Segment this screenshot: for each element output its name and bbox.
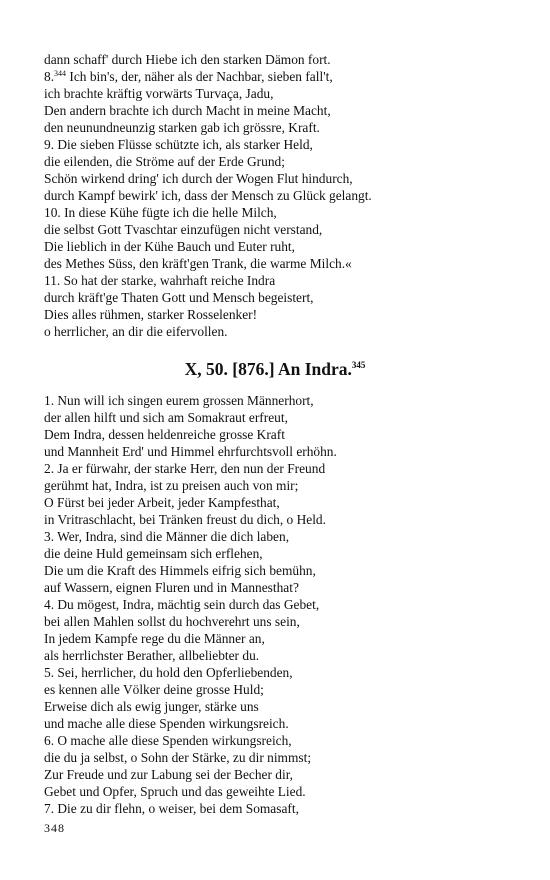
verse-text: die eilenden, die Ströme auf der Erde Grund;	[44, 154, 285, 169]
verse-line	[44, 170, 524, 187]
verse-line	[44, 443, 524, 460]
verse-text: 1. Nun will ich singen eurem grossen Männerhort,	[44, 393, 314, 408]
verse-text: 7. Die zu dir flehn, o weiser, bei dem Somasaft,	[44, 801, 299, 816]
verse-text: gerühmt hat, Indra, ist zu preisen auch von mir;	[44, 478, 299, 493]
verse-text: als herrlichster Berather, allbeliebter du.	[44, 648, 260, 663]
verse-line	[44, 783, 524, 800]
verse-text: der allen hilft und sich am Somakraut erfreut,	[44, 410, 288, 425]
verse-line	[44, 681, 524, 698]
footnote-ref: 344	[54, 69, 67, 78]
verse-text: in Vritraschlacht, bei Tränken freust du dich, o Held.	[44, 512, 326, 527]
verse-text: Schön wirkend dring' ich durch der Wogen Flut hindurch,	[44, 171, 353, 186]
verse-line	[44, 766, 524, 783]
verse-line	[44, 409, 524, 426]
verse-text: und Mannheit Erd' und Himmel ehrfurchtsvoll erhöhn.	[44, 444, 337, 459]
verse-line	[44, 289, 524, 306]
hymn-heading	[0, 358, 550, 383]
verse-text: Zur Freude und zur Labung sei der Becher dir,	[44, 767, 293, 782]
verse-text: es kennen alle Völker deine grosse Huld;	[44, 682, 264, 697]
verse-text: 5. Sei, herrlicher, du hold den Opferliebenden,	[44, 665, 293, 680]
verse-text: 4. Du mögest, Indra, mächtig sein durch das Gebet,	[44, 597, 320, 612]
verse-line	[44, 545, 524, 562]
verse-line	[44, 732, 524, 749]
verse-line	[44, 306, 524, 323]
verse-line	[44, 664, 524, 681]
verse-line	[44, 562, 524, 579]
verse-text: Erweise dich als ewig junger, stärke uns	[44, 699, 259, 714]
verse-text: den neunundneunzig starken gab ich grössre, Kraft.	[44, 120, 320, 135]
verse-line	[44, 153, 524, 170]
verse-text: auf Wassern, eignen Fluren und in Mannesthat?	[44, 580, 299, 595]
verse-text: O Fürst bei jeder Arbeit, jeder Kampfesthat,	[44, 495, 280, 510]
verse-line	[44, 272, 524, 289]
verse-text: durch Kampf bewirk' ich, dass der Mensch zu Glück gelangt.	[44, 188, 372, 203]
verse-line	[44, 494, 524, 511]
page-number: 348	[44, 821, 65, 835]
verse-text: dann schaff' durch Hiebe ich den starken Dämon fort.	[44, 52, 331, 67]
verse-number: 8.	[44, 69, 55, 84]
verse-line	[44, 579, 524, 596]
text-block-hymn-x-50	[44, 392, 524, 817]
verse-line	[44, 511, 524, 528]
verse-line	[44, 51, 524, 68]
verse-text: des Methes Süss, den kräft'gen Trank, die warme Milch.«	[44, 256, 352, 271]
verse-text: ich brachte kräftig vorwärts Turvaça, Jadu,	[44, 86, 274, 101]
verse-text: 3. Wer, Indra, sind die Männer die dich laben,	[44, 529, 290, 544]
verse-text: In jedem Kampfe rege du die Männer an,	[44, 631, 265, 646]
verse-line	[44, 85, 524, 102]
verse-text: Ich bin's, der, näher als der Nachbar, sieben fall't,	[66, 69, 333, 84]
verse-text: 9. Die sieben Flüsse schützte ich, als starker Held,	[44, 137, 313, 152]
verse-text: Dies alles rühmen, starker Rosselenker!	[44, 307, 258, 322]
verse-text: 11. So hat der starke, wahrhaft reiche Indra	[44, 273, 276, 288]
verse-line	[44, 426, 524, 443]
hymn-heading-text: X, 50. [876.] An Indra.	[184, 359, 352, 379]
verse-text: bei allen Mahlen sollst du hochverehrt uns sein,	[44, 614, 300, 629]
verse-text: 10. In diese Kühe fügte ich die helle Milch,	[44, 205, 277, 220]
verse-line	[44, 323, 524, 340]
verse-text: Gebet und Opfer, Spruch und das geweihte Lied.	[44, 784, 306, 799]
verse-line	[44, 136, 524, 153]
verse-line	[44, 392, 524, 409]
verse-line	[44, 255, 524, 272]
verse-line	[44, 749, 524, 766]
verse-line	[44, 800, 524, 817]
verse-text: Den andern brachte ich durch Macht in meine Macht,	[44, 103, 331, 118]
verse-line	[44, 715, 524, 732]
verse-text: 2. Ja er fürwahr, der starke Herr, den nun der Freund	[44, 461, 326, 476]
verse-line	[44, 613, 524, 630]
verse-text: Dem Indra, dessen heldenreiche grosse Kraft	[44, 427, 285, 442]
verse-text: die du ja selbst, o Sohn der Stärke, zu dir nimmst;	[44, 750, 312, 765]
verse-text: Die um die Kraft des Himmels eifrig sich bemühn,	[44, 563, 316, 578]
verse-line	[44, 477, 524, 494]
verse-line	[44, 698, 524, 715]
verse-line	[44, 204, 524, 221]
verse-line	[44, 238, 524, 255]
verse-line	[44, 647, 524, 664]
verse-text: Die lieblich in der Kühe Bauch und Euter ruht,	[44, 239, 296, 254]
verse-line	[44, 596, 524, 613]
verse-line	[44, 528, 524, 545]
verse-text: o herrlicher, an dir die eifervollen.	[44, 324, 228, 339]
verse-text: die selbst Gott Tvaschtar einzufügen nicht verstand,	[44, 222, 323, 237]
text-block-continued-hymn	[44, 51, 524, 340]
verse-line	[44, 630, 524, 647]
verse-line	[44, 68, 524, 85]
verse-line	[44, 119, 524, 136]
verse-line	[44, 221, 524, 238]
verse-text: durch kräft'ge Thaten Gott und Mensch begeistert,	[44, 290, 314, 305]
verse-text: und mache alle diese Spenden wirkungsreich.	[44, 716, 289, 731]
verse-line	[44, 187, 524, 204]
verse-line	[44, 102, 524, 119]
verse-text: 6. O mache alle diese Spenden wirkungsreich,	[44, 733, 292, 748]
verse-text: die deine Huld gemeinsam sich erflehen,	[44, 546, 263, 561]
hymn-heading-footnote-ref: 345	[351, 360, 366, 370]
verse-line	[44, 460, 524, 477]
